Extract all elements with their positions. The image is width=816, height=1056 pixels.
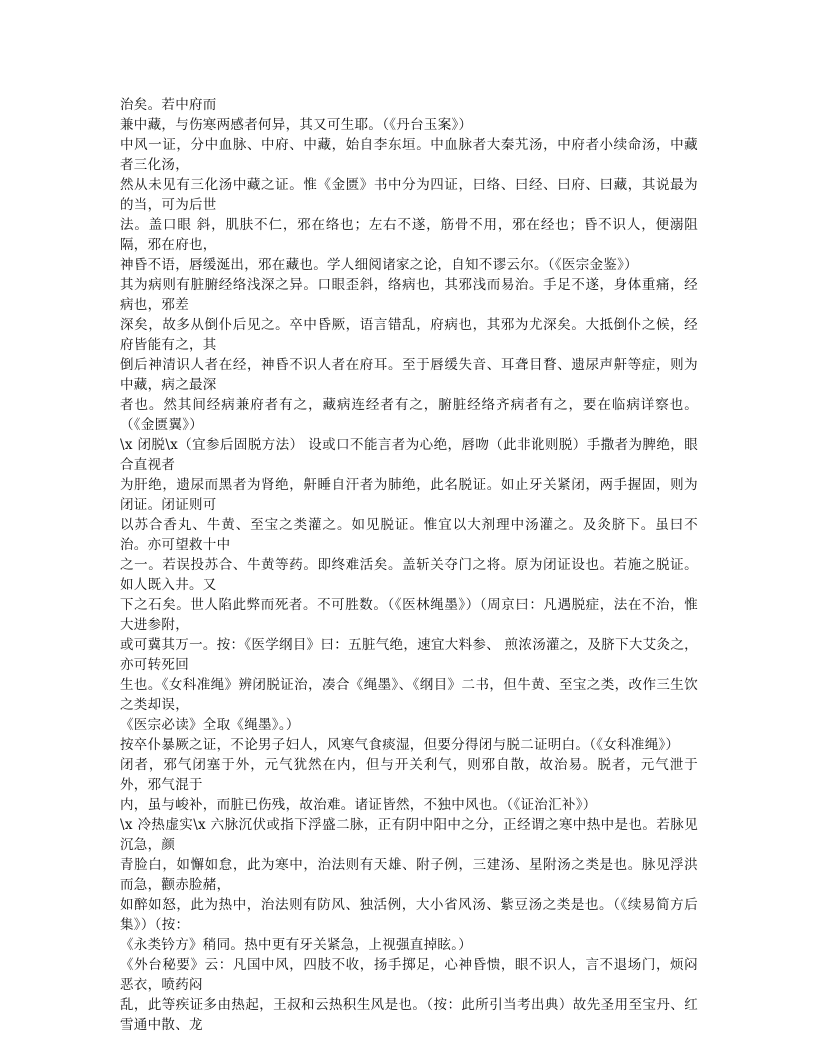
text-line: \x 闭脱\x（宜参后固脱方法） 设或口不能言者为心绝，唇吻（此非讹则脱）手撒者为脾绝，眼合直视者 [120, 437, 698, 473]
text-line: 深矣，故多从倒仆后见之。卒中昏厥，语言错乱，府病也，其邪为尤深矣。大抵倒仆之候，经府皆能有之，其 [120, 317, 698, 353]
text-line: 之一。若误投苏合、牛黄等药。即终难活矣。盖斩关夺门之将。原为闭证设也。若施之脱证。如人既入井。又 [120, 557, 698, 593]
document-page [120, 95, 698, 1035]
text-line: 生也。《女科准绳》辨闭脱证治，凑合《绳墨》、《纲目》二书，但牛黄、至宝之类，改作三生饮之类却误， [120, 677, 698, 713]
text-line: 为肝绝，遗尿而黑者为肾绝，鼾睡自汗者为肺绝，此名脱证。如止牙关紧闭，两手握固，则为闭证。闭证则可 [120, 477, 698, 513]
text-line: 神昏不语，唇缓涎出，邪在藏也。学人细阅诸家之论，自知不谬云尔。（《医宗金鉴》） [120, 257, 638, 273]
text-line: 内，虽与峻补，而脏已伤残，故治难。诸证皆然，不独中风也。（《证治汇补》） [120, 797, 597, 813]
text-line: 青脸白，如懈如怠，此为寒中，治法则有天雄、附子例，三建汤、星附汤之类是也。脉见浮洪而急，颧赤脸赭， [120, 857, 698, 893]
text-line: 按卒仆暴厥之证，不论男子妇人，风寒气食痰湿，但要分得闭与脱二证明白。（《女科准绳》） [120, 737, 680, 753]
text-line: \x 冷热虚实\x 六脉沉伏或指下浮盛二脉，正有阴中阳中之分，正经谓之寒中热中是也。若脉见沉急，颜 [120, 817, 698, 853]
text-line: 《外台秘要》云：凡国中风，四肢不收，扬手掷足，心神昏愦，眼不识人，言不退场门，烦闷恶衣，喷药闷 [120, 957, 698, 993]
text-line: 然从未见有三化汤中藏之证。惟《金匮》书中分为四证，曰络、曰经、曰府、曰藏，其说最为的当，可为后世 [120, 177, 698, 213]
text-line: 或可冀其万一。按：《医学纲目》曰：五脏气绝，速宜大料参、 煎浓汤灌之，及脐下大艾灸之，亦可转死回 [120, 637, 698, 673]
text-line: 《永类钤方》稍同。热中更有牙关紧急，上视强直掉眩。） [120, 937, 473, 953]
text-line: 倒后神清识人者在经，神昏不识人者在府耳。至于唇缓失音、耳聋目瞀、遗尿声鼾等症，则为中藏，病之最深 [120, 357, 698, 393]
text-line: 乱，此等疾证多由热起，王叔和云热积生风是也。（按：此所引当考出典）故先圣用至宝丹、红雪通中散、龙 [120, 997, 698, 1033]
text-line: 下之石矣。世人陷此弊而死者。不可胜数。（《医林绳墨》）（周京曰：凡遇脱症，法在不治，惟大进参附， [120, 597, 698, 633]
text-line: 如醉如怒，此为热中，治法则有防风、独活例，大小省风汤、紫豆汤之类是也。（《续易简方后集》）（按： [120, 897, 698, 933]
text-line: 中风一证，分中血脉、中府、中藏，始自李东垣。中血脉者大秦艽汤，中府者小续命汤，中藏者三化汤， [120, 137, 698, 173]
text-line: 其为病则有脏腑经络浅深之异。口眼歪斜，络病也，其邪浅而易治。手足不遂，身体重痛，经病也，邪差 [120, 277, 698, 313]
text-line: 以苏合香丸、牛黄、至宝之类灌之。如见脱证。惟宜以大剂理中汤灌之。及灸脐下。虽曰不治。亦可望救十中 [120, 517, 698, 553]
text-line: 闭者，邪气闭塞于外，元气犹然在内，但与开关利气，则邪自散，故治易。脱者，元气泄于外，邪气混于 [120, 757, 698, 793]
text-line: 《医宗必读》全取《绳墨》。） [120, 717, 300, 733]
text-line: 兼中藏，与伤寒两感者何异，其又可生耶。（《丹台玉案》） [120, 117, 473, 133]
text-line: 法。盖口眼 斜，肌肤不仁，邪在络也；左右不遂，筋骨不用，邪在经也；昏不识人，便溺阻隔，邪在府也， [120, 217, 698, 253]
text-line: 者也。然其间经病兼府者有之，藏病连经者有之，腑脏经络齐病者有之，要在临病详察也。（《金匮翼》） [120, 397, 698, 433]
text-line: 治矣。若中府而 [120, 97, 217, 113]
